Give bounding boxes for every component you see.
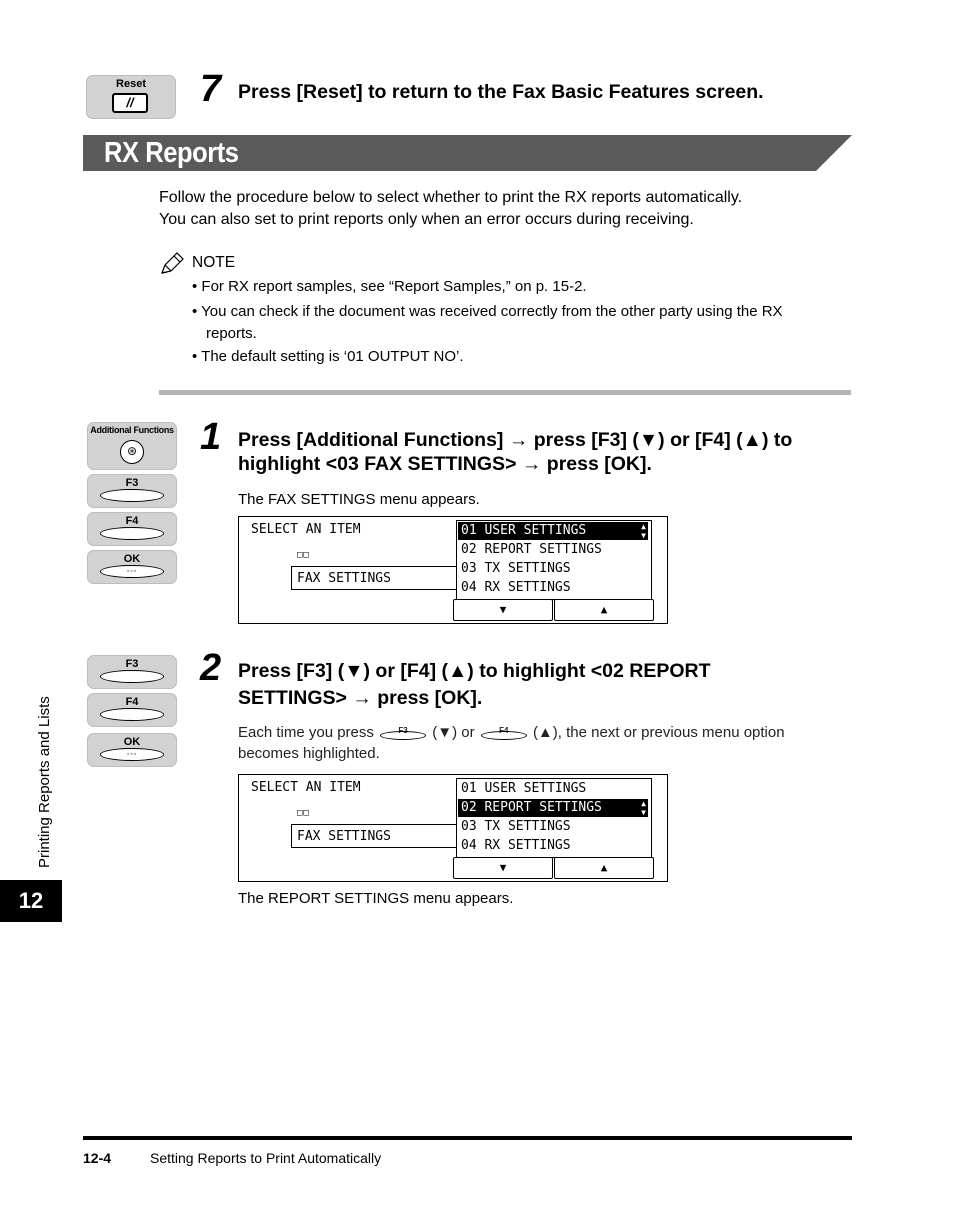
lcd-up-button[interactable]: ▲ xyxy=(554,857,654,879)
step-2-description-line-2: becomes highlighted. xyxy=(238,745,380,762)
additional-functions-key[interactable] xyxy=(87,422,177,470)
lcd-indicator: □□ xyxy=(297,808,310,818)
lcd-menu-item-label: 03 TX SETTINGS xyxy=(461,819,571,834)
lcd-down-button[interactable]: ▼ xyxy=(453,599,553,621)
lcd-screen-fax-settings xyxy=(238,516,668,624)
step-2-result: The REPORT SETTINGS menu appears. xyxy=(238,890,514,907)
f4-key-label: F4 xyxy=(125,515,139,527)
reset-key-label: Reset xyxy=(116,78,146,90)
note-bullet-1-text: For RX report samples, see “Report Samples,” on p. 15-2. xyxy=(201,278,587,295)
note-bullet-3-text: The default setting is ‘01 OUTPUT NO’. xyxy=(201,348,464,365)
lcd-menu-item[interactable] xyxy=(458,799,648,817)
lcd-menu-item-label: 01 USER SETTINGS xyxy=(461,523,587,538)
reset-key[interactable] xyxy=(86,75,176,119)
lcd-menu-item[interactable] xyxy=(458,522,648,540)
section-title: RX Reports xyxy=(104,137,239,169)
inline-f3-label: F3 xyxy=(398,726,408,735)
inline-f3-key-icon xyxy=(378,723,428,741)
note-bullet-2: • You can check if the document was received correctly from the other party using the RX xyxy=(192,303,783,320)
lcd-down-button[interactable]: ▼ xyxy=(453,857,553,879)
note-bullet-3: • The default setting is ‘01 OUTPUT NO’. xyxy=(192,348,464,365)
step-2-description xyxy=(238,722,785,743)
step-2-title-line-2: SETTINGS> → press [OK]. xyxy=(238,687,483,709)
ok-key-label: OK xyxy=(123,553,141,565)
lcd-menu-item-label: 04 RX SETTINGS xyxy=(461,838,571,853)
step-7-text: Press [Reset] to return to the Fax Basic Features screen. xyxy=(238,81,764,103)
scroll-updown-icon: ▲ ▼ xyxy=(641,522,646,540)
scroll-updown-icon: ▲ ▼ xyxy=(641,799,646,817)
lcd-current-menu: FAX SETTINGS xyxy=(291,824,457,848)
step-2-desc-part-2: (▼) or xyxy=(432,724,475,741)
lcd-indicator: □□ xyxy=(297,550,310,560)
f4-key[interactable] xyxy=(87,512,177,546)
side-tab-label: Printing Reports and Lists xyxy=(36,696,53,868)
lcd-menu-item[interactable] xyxy=(458,780,648,798)
lcd-menu-item[interactable] xyxy=(458,837,648,855)
step-1-result: The FAX SETTINGS menu appears. xyxy=(238,491,480,508)
f4-key[interactable] xyxy=(87,693,177,727)
lcd-menu-item-label: 02 REPORT SETTINGS xyxy=(461,800,602,815)
note-divider xyxy=(159,390,851,395)
lcd-menu-item-label: 04 RX SETTINGS xyxy=(461,580,571,595)
reset-key-icon: // xyxy=(112,93,148,113)
f3-key-pill xyxy=(100,670,164,683)
chapter-number: 12 xyxy=(18,888,44,913)
note-bullet-2-cont: reports. xyxy=(206,325,257,342)
ok-key-dots: ◦◦◦ xyxy=(126,568,138,575)
f4-key-pill xyxy=(100,708,164,721)
f3-key-label: F3 xyxy=(125,658,139,670)
note-bullet-2-text: You can check if the document was received correctly from the other party using the RX xyxy=(201,303,783,320)
f4-key-label: F4 xyxy=(125,696,139,708)
f3-key[interactable] xyxy=(87,474,177,508)
step-7-number: 7 xyxy=(200,68,222,110)
step-1-title-line-1: Press [Additional Functions] → press [F3] (▼) or [F4] (▲) to xyxy=(238,429,793,451)
lcd-title: SELECT AN ITEM xyxy=(251,522,361,537)
lcd-screen-report-settings xyxy=(238,774,668,882)
intro-line-1: Follow the procedure below to select whether to print the RX reports automatically. xyxy=(159,189,743,206)
ok-key[interactable] xyxy=(87,733,177,767)
step-2-title-line-1: Press [F3] (▼) or [F4] (▲) to highlight <02 REPORT xyxy=(238,660,711,682)
note-label: NOTE xyxy=(192,254,236,271)
ok-key[interactable] xyxy=(87,550,177,584)
f3-key-label: F3 xyxy=(125,477,139,489)
lcd-menu-item[interactable] xyxy=(458,818,648,836)
inline-f4-label: F4 xyxy=(499,726,509,735)
f3-key[interactable] xyxy=(87,655,177,689)
note-bullet-1: • For RX report samples, see “Report Samples,” on p. 15-2. xyxy=(192,278,587,295)
ok-key-label: OK xyxy=(123,736,141,748)
lcd-menu-item-label: 01 USER SETTINGS xyxy=(461,781,587,796)
lcd-menu-item[interactable] xyxy=(458,560,648,578)
step-2-desc-part-3: (▲), the next or previous menu option xyxy=(532,724,785,741)
f4-key-pill xyxy=(100,527,164,540)
note-pencil-icon xyxy=(159,251,185,282)
additional-functions-icon: ⊛ xyxy=(120,440,144,464)
lcd-up-button[interactable]: ▲ xyxy=(554,599,654,621)
chapter-tab xyxy=(0,880,62,922)
lcd-menu-item[interactable] xyxy=(458,541,648,559)
lcd-current-menu: FAX SETTINGS xyxy=(291,566,457,590)
lcd-menu-item[interactable] xyxy=(458,579,648,597)
footer-section-title: Setting Reports to Print Automatically xyxy=(150,1150,382,1166)
ok-key-dots: ◦◦◦ xyxy=(126,751,138,758)
lcd-menu-list xyxy=(456,520,652,600)
footer-page-number: 12-4 xyxy=(83,1150,112,1166)
additional-functions-key-label: Additional Functions xyxy=(90,425,174,435)
intro-line-2: You can also set to print reports only when an error occurs during receiving. xyxy=(159,211,694,228)
step-1-number: 1 xyxy=(200,416,222,458)
step-1-title-line-2: highlight <03 FAX SETTINGS> → press [OK]. xyxy=(238,453,652,475)
inline-f4-key-icon xyxy=(479,723,529,741)
step-2-number: 2 xyxy=(200,647,222,689)
footer-rule xyxy=(83,1136,852,1140)
lcd-menu-item-label: 02 REPORT SETTINGS xyxy=(461,542,602,557)
f3-key-pill xyxy=(100,489,164,502)
lcd-title: SELECT AN ITEM xyxy=(251,780,361,795)
lcd-menu-item-label: 03 TX SETTINGS xyxy=(461,561,571,576)
step-2-desc-part-1: Each time you press xyxy=(238,724,374,741)
lcd-menu-list xyxy=(456,778,652,858)
